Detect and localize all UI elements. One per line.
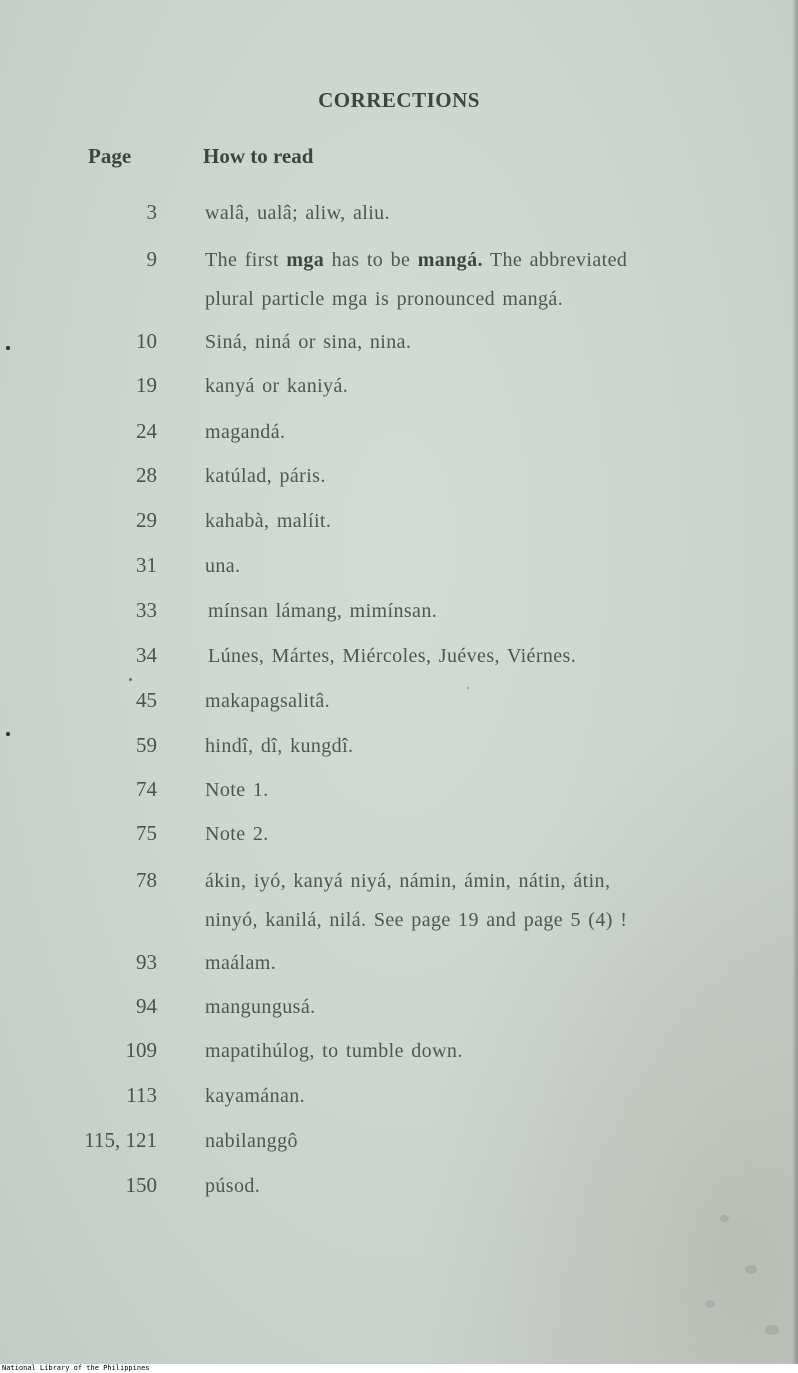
text-fragment: The first <box>205 249 287 271</box>
scan-stain <box>745 1265 757 1274</box>
page-number: 94 <box>136 994 157 1018</box>
correction-text: walâ, ualâ; aliw, aliu. <box>205 202 390 224</box>
scan-stain <box>765 1325 779 1335</box>
scan-stain <box>720 1215 729 1222</box>
text-line: ninyó, kanilá, nilá. See page 19 and page 5 (4) ! <box>205 909 628 931</box>
page-number: 10 <box>136 329 157 353</box>
column-header-how-to-read: How to read <box>203 144 314 168</box>
correction-text: nabilanggô <box>205 1130 298 1152</box>
page-number: 78 <box>136 868 157 892</box>
footer-credit: National Library of the Philippines <box>2 1364 150 1372</box>
correction-text: kanyá or kaniyá. <box>205 375 349 397</box>
page-number: 109 <box>125 1038 157 1062</box>
page-number: 150 <box>125 1173 157 1197</box>
text-line: ákin, iyó, kanyá niyá, námin, ámin, nátin, átin, <box>205 870 611 892</box>
page-number: 74 <box>136 777 157 801</box>
column-header-page: Page <box>88 144 132 168</box>
correction-text: magandá. <box>205 421 286 443</box>
page-number: 75 <box>136 821 157 845</box>
correction-text: púsod. <box>205 1175 261 1197</box>
page-number: 29 <box>136 508 157 532</box>
text-fragment: has to be <box>324 249 418 271</box>
scan-speck <box>6 732 10 736</box>
correction-text <box>205 862 765 940</box>
scan-stain <box>705 1300 715 1308</box>
page-number: 28 <box>136 463 157 487</box>
page-title: CORRECTIONS <box>318 88 480 112</box>
bold-word: mga <box>286 249 325 271</box>
correction-text: Siná, niná or sina, nina. <box>205 331 412 353</box>
correction-text: kahabà, malíit. <box>205 510 332 532</box>
page-number: 113 <box>126 1083 157 1107</box>
page-number: 34 <box>136 643 157 667</box>
scan-speck <box>6 346 10 350</box>
correction-text: Note 2. <box>205 823 269 845</box>
page-number: 31 <box>136 553 157 577</box>
correction-text: mínsan lámang, mimínsan. <box>208 600 438 622</box>
page-number: 33 <box>136 598 157 622</box>
correction-text: mapatihúlog, to tumble down. <box>205 1040 463 1062</box>
correction-text: katúlad, páris. <box>205 465 326 487</box>
bold-word: mangá. <box>417 249 483 271</box>
scan-speck <box>467 687 469 689</box>
page-number: 59 <box>136 733 157 757</box>
scan-speck <box>129 678 132 681</box>
page-edge-shadow <box>792 0 798 1364</box>
page-number: 24 <box>136 419 157 443</box>
text-fragment: The abbreviated <box>482 249 628 271</box>
page-number: 3 <box>146 200 157 224</box>
correction-text: una. <box>205 555 241 577</box>
correction-text: maálam. <box>205 952 277 974</box>
text-fragment: plural particle mga is pronounced mangá. <box>205 288 564 310</box>
page-number: 9 <box>146 247 157 271</box>
correction-text: kayamánan. <box>205 1085 306 1107</box>
correction-text: Lúnes, Mártes, Miércoles, Juéves, Viérnes. <box>208 645 577 667</box>
correction-text: hindî, dî, kungdî. <box>205 735 354 757</box>
page-number: 45 <box>136 688 157 712</box>
page-number: 19 <box>136 373 157 397</box>
correction-text: makapagsalitâ. <box>205 690 330 712</box>
page-number: 115, 121 <box>84 1128 157 1152</box>
correction-text: mangungusá. <box>205 996 316 1018</box>
page-number: 93 <box>136 950 157 974</box>
correction-text: Note 1. <box>205 779 269 801</box>
correction-text <box>205 241 765 319</box>
